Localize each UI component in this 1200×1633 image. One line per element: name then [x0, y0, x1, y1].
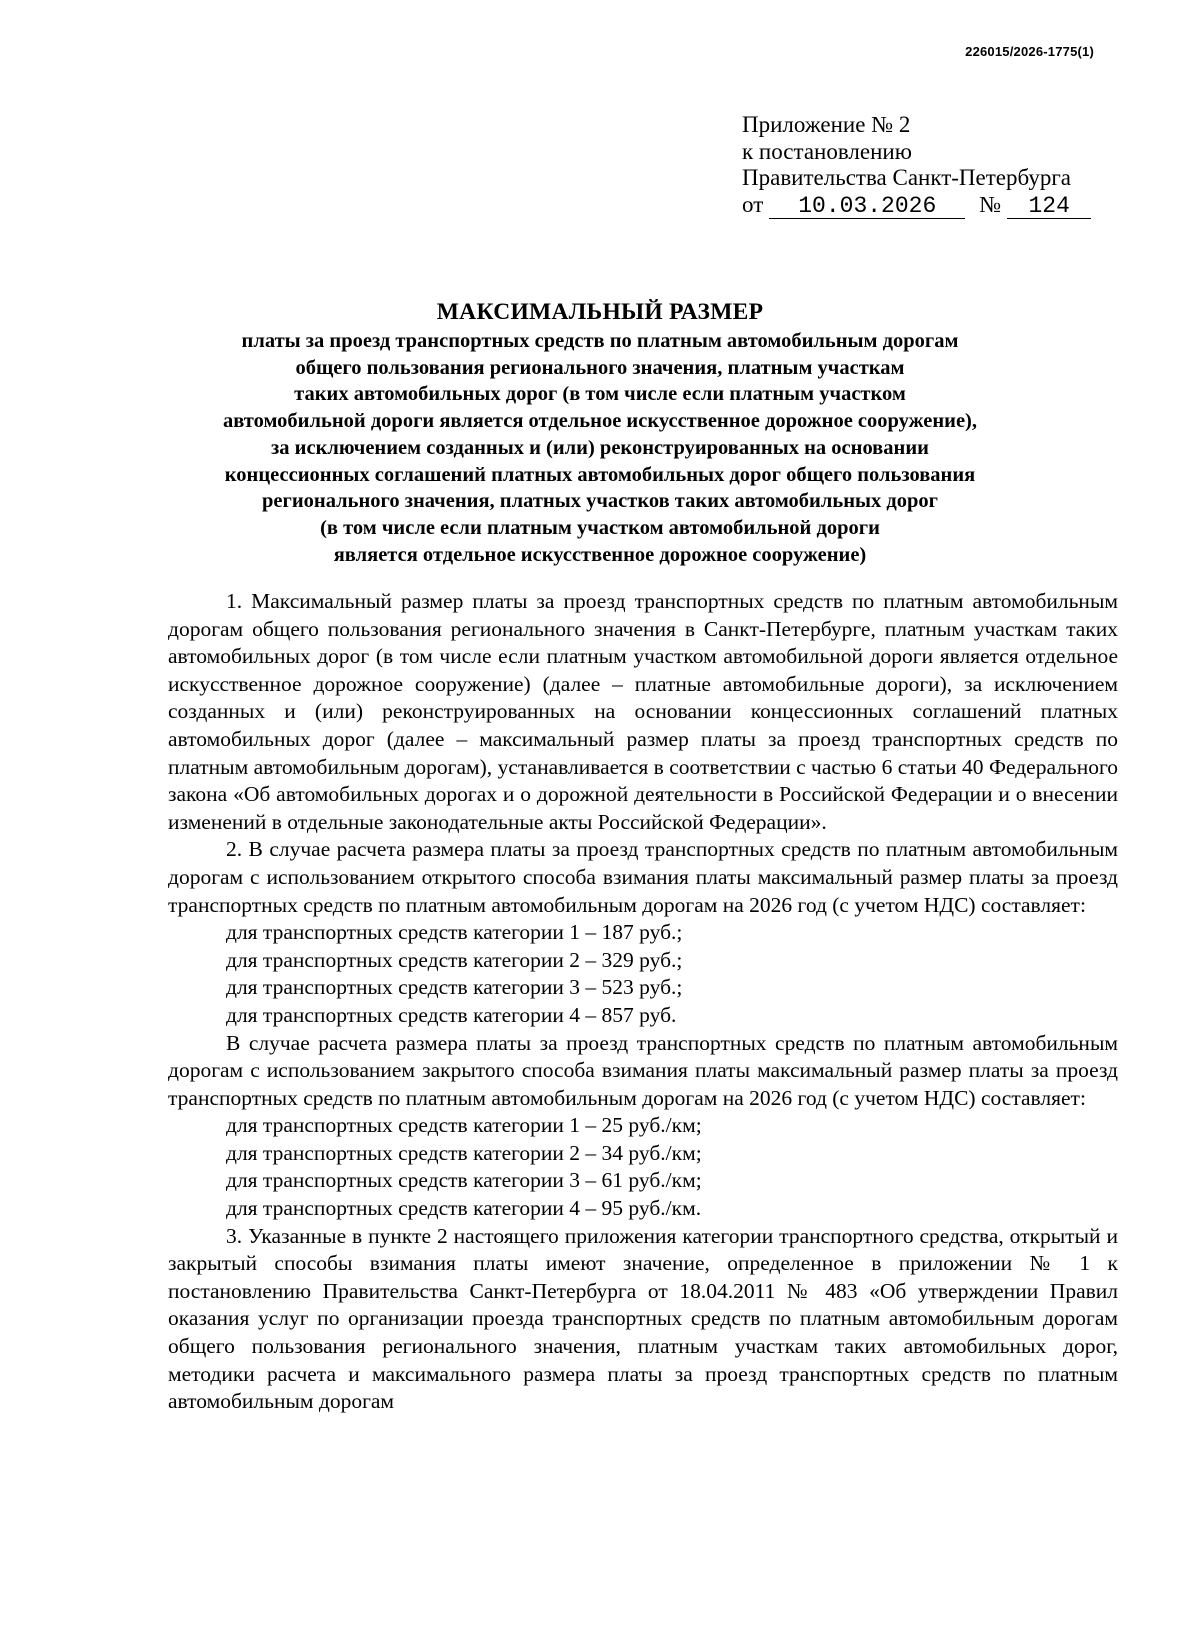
- open-rate-item: для транспортных средств категории 1 – 187 руб.;: [226, 920, 683, 945]
- open-rate-item: для транспортных средств категории 3 – 523 руб.;: [226, 975, 683, 1000]
- title-line: платы за проезд транспортных средств по платным автомобильным дорогам: [241, 330, 959, 352]
- closed-rate-item: для транспортных средств категории 4 – 95 руб./км.: [226, 1196, 702, 1221]
- closed-rate-item: для транспортных средств категории 3 – 61 руб./км;: [226, 1168, 702, 1193]
- paragraph-closed-method: В случае расчета размера платы за проезд транспортных средств по платным автомобильным дорогам с использованием закрытого способа взимания платы максимальный размер платы за проезд транспортных средств по платным автомобильным дорогам на 2026 год (с учетом НДС) составляет:: [168, 1030, 1118, 1110]
- appendix-number: Приложение № 2: [742, 112, 911, 137]
- resolution-number: 124: [1007, 194, 1091, 219]
- appendix-to-resolution: к постановлению: [742, 138, 912, 164]
- resolution-date: 10.03.2026: [769, 194, 965, 219]
- paragraph-1: 1. Максимальный размер платы за проезд транспортных средств по платным автомобильным дорогам общего пользования регионального значения в Санкт-Петербурге, платным участкам таких автомобильных дорог (в том числе если платным участком автомобильной дороги является отдельное искусственное дорожное сооружение) (далее – платные автомобильные дороги), за исключением созданных и (или) реконструированных на основании концессионных соглашений платных автомобильных дорог (далее – максимальный размер платы за проезд транспортных средств по платным автомобильным дорогам), устанавливается в соответствии с частью 6 статьи 40 Федерального закона «Об автомобильных дорогах и о дорожной деятельности в Российской Федерации и о внесении изменений в отдельные законодательные акты Российской Федерации».: [168, 589, 1118, 834]
- appendix-reference: [742, 112, 1102, 219]
- title-subtitle: [150, 328, 1050, 568]
- paragraph-3: 3. Указанные в пункте 2 настоящего приложения категории транспортного средства, открытый и закрытый способы взимания платы имеют значение, определенное в приложении № 1 к постановлению Правительства Санкт-Петербурга от 18.04.2011 № 483 «Об утверждении Правил оказания услуг по организации проезда транспортных средств по платным автомобильным дорогам общего пользования регионального значения, платным участкам таких автомобильных дорог, методики расчета и максимального размера платы за проезд транспортных средств по платным автомобильным дорогам: [168, 1223, 1118, 1414]
- open-rate-item: для транспортных средств категории 4 – 857 руб.: [226, 1002, 677, 1027]
- document-body: [168, 588, 1118, 1416]
- title-line: концессионных соглашений платных автомобильных дорог общего пользования: [224, 463, 976, 486]
- title-line: таких автомобильных дорог (в том числе если платным участком: [294, 383, 906, 406]
- title-line: (в том числе если платным участком автомобильной дороги: [320, 516, 880, 539]
- appendix-government: Правительства Санкт-Петербурга: [742, 165, 1071, 190]
- title-line: общего пользования регионального значения, платным участкам: [295, 356, 905, 379]
- number-label: №: [979, 191, 1002, 217]
- document-title: [150, 296, 1050, 568]
- paragraph-2: 2. В случае расчета размера платы за проезд транспортных средств по платным автомобильным дорогам с использованием открытого способа взимания платы максимальный размер платы за проезд транспортных средств по платным автомобильным дорогам на 2026 год (с учетом НДС) составляет:: [168, 837, 1118, 917]
- open-rate-item: для транспортных средств категории 2 – 329 руб.;: [226, 947, 683, 972]
- title-line: является отдельное искусственное дорожное сооружение): [333, 543, 867, 566]
- title-line: автомобильной дороги является отдельное искусственное дорожное сооружение),: [223, 410, 977, 433]
- closed-rate-item: для транспортных средств категории 2 – 34 руб./км;: [226, 1140, 702, 1165]
- document-id: 226015/2026-1775(1): [965, 44, 1094, 59]
- appendix-date-number-line: [742, 192, 1102, 219]
- closed-rate-item: для транспортных средств категории 1 – 25 руб./км;: [226, 1113, 702, 1138]
- date-label: от: [742, 191, 764, 217]
- title-main: МАКСИМАЛЬНЫЙ РАЗМЕР: [436, 299, 764, 325]
- title-line: за исключением созданных и (или) реконструированных на основании: [271, 436, 929, 459]
- title-line: регионального значения, платных участков таких автомобильных дорог: [262, 490, 938, 513]
